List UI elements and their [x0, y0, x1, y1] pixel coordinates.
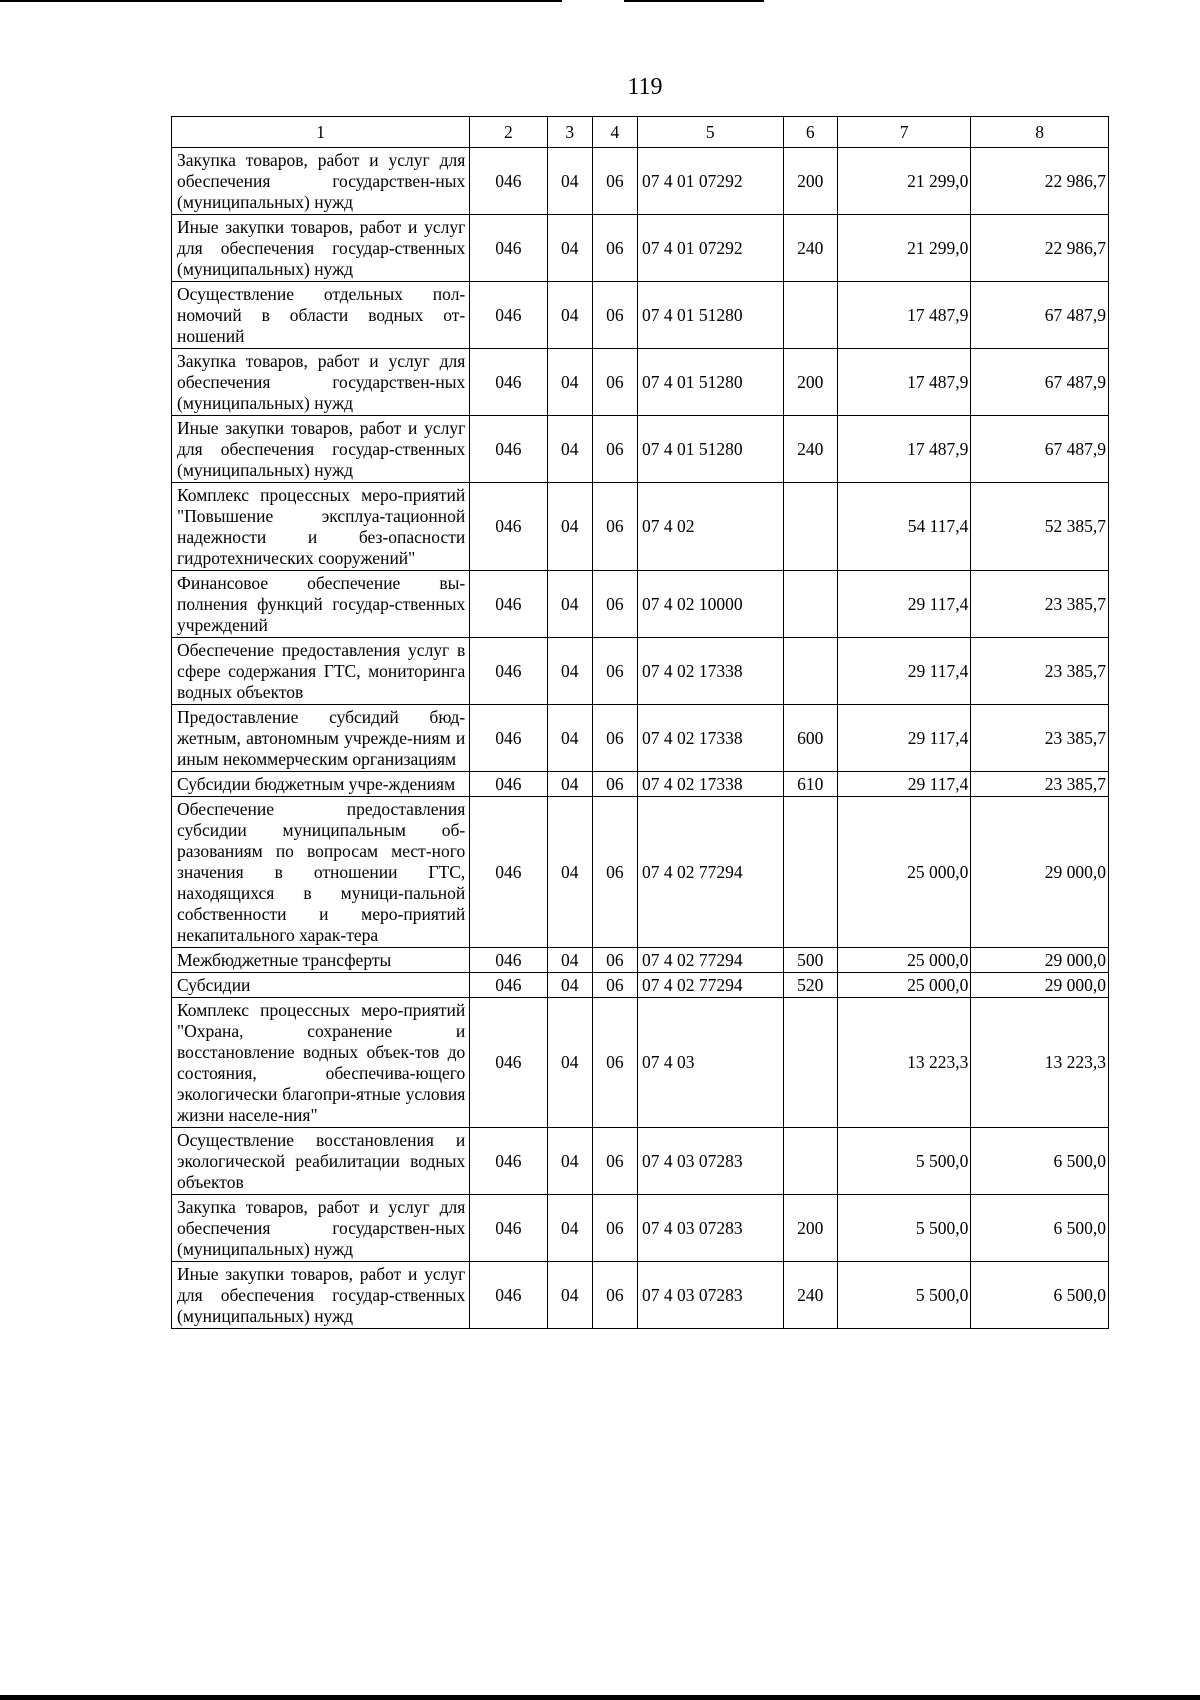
amount-year2-cell: 67 487,9 [971, 416, 1109, 483]
ministry-code-cell: 046 [470, 1128, 547, 1195]
subsection-code-cell: 06 [592, 282, 637, 349]
row-name-cell: Субсидии [172, 973, 470, 998]
top-edge-line-left [0, 0, 562, 2]
ministry-code-cell: 046 [470, 948, 547, 973]
ministry-code-cell: 046 [470, 349, 547, 416]
budget-table [171, 116, 1109, 1329]
row-name-cell: Закупка товаров, работ и услуг для обеспечения государствен-ных (муниципальных) нужд [172, 1195, 470, 1262]
amount-year2-cell: 67 487,9 [971, 349, 1109, 416]
amount-year1-cell: 17 487,9 [837, 349, 971, 416]
row-name-cell: Обеспечение предоставления услуг в сфере содержания ГТС, мониторинга водных объектов [172, 638, 470, 705]
row-name-cell: Комплекс процессных меро-приятий "Повышение эксплуа-тационной надежности и без-опасности гидротехнических сооружений" [172, 483, 470, 571]
table-row [172, 1195, 1109, 1262]
target-article-cell: 07 4 01 51280 [637, 349, 783, 416]
table-row [172, 1262, 1109, 1329]
section-code-cell: 04 [547, 215, 592, 282]
ministry-code-cell: 046 [470, 483, 547, 571]
target-article-cell: 07 4 03 07283 [637, 1262, 783, 1329]
row-name-cell: Закупка товаров, работ и услуг для обеспечения государствен-ных (муниципальных) нужд [172, 148, 470, 215]
table-row [172, 215, 1109, 282]
subsection-code-cell: 06 [592, 1195, 637, 1262]
amount-year1-cell: 21 299,0 [837, 148, 971, 215]
amount-year2-cell: 29 000,0 [971, 948, 1109, 973]
amount-year1-cell: 21 299,0 [837, 215, 971, 282]
section-code-cell: 04 [547, 571, 592, 638]
table-body [172, 148, 1109, 1329]
subsection-code-cell: 06 [592, 772, 637, 797]
ministry-code-cell: 046 [470, 215, 547, 282]
amount-year1-cell: 29 117,4 [837, 638, 971, 705]
amount-year2-cell: 52 385,7 [971, 483, 1109, 571]
section-code-cell: 04 [547, 638, 592, 705]
amount-year2-cell: 67 487,9 [971, 282, 1109, 349]
ministry-code-cell: 046 [470, 772, 547, 797]
target-article-cell: 07 4 01 51280 [637, 416, 783, 483]
ministry-code-cell: 046 [470, 282, 547, 349]
ministry-code-cell: 046 [470, 571, 547, 638]
target-article-cell: 07 4 02 77294 [637, 797, 783, 948]
amount-year2-cell: 6 500,0 [971, 1195, 1109, 1262]
expense-type-cell [783, 571, 837, 638]
row-name-cell: Субсидии бюджетным учре-ждениям [172, 772, 470, 797]
table-row [172, 998, 1109, 1128]
target-article-cell: 07 4 01 07292 [637, 148, 783, 215]
amount-year2-cell: 23 385,7 [971, 571, 1109, 638]
amount-year1-cell: 13 223,3 [837, 998, 971, 1128]
amount-year1-cell: 5 500,0 [837, 1128, 971, 1195]
table-row [172, 282, 1109, 349]
ministry-code-cell: 046 [470, 148, 547, 215]
table-row [172, 638, 1109, 705]
column-header: 8 [971, 117, 1109, 148]
expense-type-cell: 240 [783, 1262, 837, 1329]
target-article-cell: 07 4 02 [637, 483, 783, 571]
amount-year2-cell: 29 000,0 [971, 797, 1109, 948]
amount-year2-cell: 23 385,7 [971, 772, 1109, 797]
target-article-cell: 07 4 02 77294 [637, 948, 783, 973]
expense-type-cell: 610 [783, 772, 837, 797]
target-article-cell: 07 4 02 10000 [637, 571, 783, 638]
target-article-cell: 07 4 01 07292 [637, 215, 783, 282]
expense-type-cell: 240 [783, 416, 837, 483]
section-code-cell: 04 [547, 148, 592, 215]
amount-year2-cell: 22 986,7 [971, 215, 1109, 282]
amount-year2-cell: 22 986,7 [971, 148, 1109, 215]
ministry-code-cell: 046 [470, 1262, 547, 1329]
subsection-code-cell: 06 [592, 148, 637, 215]
section-code-cell: 04 [547, 772, 592, 797]
subsection-code-cell: 06 [592, 705, 637, 772]
amount-year2-cell: 13 223,3 [971, 998, 1109, 1128]
section-code-cell: 04 [547, 797, 592, 948]
ministry-code-cell: 046 [470, 416, 547, 483]
row-name-cell: Обеспечение предоставления субсидии муниципальным об-разованиям по вопросам мест-ного значения в отношении ГТС, находящихся в муници-пальной собственности и меро-приятий некапитального харак-тера [172, 797, 470, 948]
ministry-code-cell: 046 [470, 638, 547, 705]
row-name-cell: Закупка товаров, работ и услуг для обеспечения государствен-ных (муниципальных) нужд [172, 349, 470, 416]
target-article-cell: 07 4 02 77294 [637, 973, 783, 998]
section-code-cell: 04 [547, 948, 592, 973]
page-number: 119 [627, 74, 663, 100]
section-code-cell: 04 [547, 973, 592, 998]
table-row [172, 797, 1109, 948]
table-row [172, 349, 1109, 416]
row-name-cell: Предоставление субсидий бюд-жетным, автономным учрежде-ниям и иным некоммерческим организациям [172, 705, 470, 772]
row-name-cell: Комплекс процессных меро-приятий "Охрана, сохранение и восстановление водных объек-тов до состояния, обеспечива-ющего экологически благопри-ятные условия жизни населе-ния" [172, 998, 470, 1128]
ministry-code-cell: 046 [470, 998, 547, 1128]
amount-year1-cell: 5 500,0 [837, 1262, 971, 1329]
amount-year1-cell: 17 487,9 [837, 416, 971, 483]
column-header: 3 [547, 117, 592, 148]
subsection-code-cell: 06 [592, 948, 637, 973]
expense-type-cell [783, 998, 837, 1128]
ministry-code-cell: 046 [470, 797, 547, 948]
subsection-code-cell: 06 [592, 638, 637, 705]
amount-year1-cell: 17 487,9 [837, 282, 971, 349]
header-row [172, 117, 1109, 148]
top-edge-line-right [624, 0, 764, 2]
column-header: 1 [172, 117, 470, 148]
expense-type-cell: 520 [783, 973, 837, 998]
subsection-code-cell: 06 [592, 1128, 637, 1195]
column-header: 6 [783, 117, 837, 148]
expense-type-cell [783, 797, 837, 948]
subsection-code-cell: 06 [592, 973, 637, 998]
table-row [172, 416, 1109, 483]
table-row [172, 772, 1109, 797]
expense-type-cell: 600 [783, 705, 837, 772]
table-row [172, 1128, 1109, 1195]
amount-year1-cell: 25 000,0 [837, 973, 971, 998]
amount-year1-cell: 29 117,4 [837, 571, 971, 638]
table-row [172, 483, 1109, 571]
amount-year1-cell: 25 000,0 [837, 797, 971, 948]
table-row [172, 948, 1109, 973]
amount-year1-cell: 5 500,0 [837, 1195, 971, 1262]
expense-type-cell [783, 282, 837, 349]
target-article-cell: 07 4 02 17338 [637, 705, 783, 772]
ministry-code-cell: 046 [470, 1195, 547, 1262]
expense-type-cell: 200 [783, 1195, 837, 1262]
target-article-cell: 07 4 03 07283 [637, 1128, 783, 1195]
row-name-cell: Иные закупки товаров, работ и услуг для обеспечения государ-ственных (муниципальных) нужд [172, 215, 470, 282]
row-name-cell: Осуществление отдельных пол-номочий в области водных от-ношений [172, 282, 470, 349]
amount-year2-cell: 6 500,0 [971, 1262, 1109, 1329]
row-name-cell: Финансовое обеспечение вы-полнения функций государ-ственных учреждений [172, 571, 470, 638]
column-header: 2 [470, 117, 547, 148]
column-header: 4 [592, 117, 637, 148]
target-article-cell: 07 4 03 07283 [637, 1195, 783, 1262]
expense-type-cell: 200 [783, 349, 837, 416]
amount-year2-cell: 23 385,7 [971, 705, 1109, 772]
subsection-code-cell: 06 [592, 1262, 637, 1329]
expense-type-cell: 240 [783, 215, 837, 282]
subsection-code-cell: 06 [592, 416, 637, 483]
target-article-cell: 07 4 02 17338 [637, 638, 783, 705]
row-name-cell: Иные закупки товаров, работ и услуг для обеспечения государ-ственных (муниципальных) нужд [172, 1262, 470, 1329]
amount-year1-cell: 29 117,4 [837, 772, 971, 797]
section-code-cell: 04 [547, 282, 592, 349]
row-name-cell: Осуществление восстановления и экологической реабилитации водных объектов [172, 1128, 470, 1195]
amount-year2-cell: 29 000,0 [971, 973, 1109, 998]
amount-year1-cell: 29 117,4 [837, 705, 971, 772]
table-row [172, 705, 1109, 772]
subsection-code-cell: 06 [592, 797, 637, 948]
section-code-cell: 04 [547, 349, 592, 416]
ministry-code-cell: 046 [470, 705, 547, 772]
subsection-code-cell: 06 [592, 215, 637, 282]
table-row [172, 148, 1109, 215]
expense-type-cell [783, 638, 837, 705]
section-code-cell: 04 [547, 1195, 592, 1262]
section-code-cell: 04 [547, 1128, 592, 1195]
expense-type-cell [783, 1128, 837, 1195]
amount-year2-cell: 23 385,7 [971, 638, 1109, 705]
column-header: 5 [637, 117, 783, 148]
target-article-cell: 07 4 02 17338 [637, 772, 783, 797]
row-name-cell: Межбюджетные трансферты [172, 948, 470, 973]
section-code-cell: 04 [547, 1262, 592, 1329]
subsection-code-cell: 06 [592, 349, 637, 416]
table-row [172, 571, 1109, 638]
ministry-code-cell: 046 [470, 973, 547, 998]
expense-type-cell [783, 483, 837, 571]
target-article-cell: 07 4 03 [637, 998, 783, 1128]
target-article-cell: 07 4 01 51280 [637, 282, 783, 349]
section-code-cell: 04 [547, 998, 592, 1128]
section-code-cell: 04 [547, 705, 592, 772]
amount-year2-cell: 6 500,0 [971, 1128, 1109, 1195]
subsection-code-cell: 06 [592, 483, 637, 571]
expense-type-cell: 500 [783, 948, 837, 973]
section-code-cell: 04 [547, 416, 592, 483]
row-name-cell: Иные закупки товаров, работ и услуг для обеспечения государ-ственных (муниципальных) нужд [172, 416, 470, 483]
amount-year1-cell: 54 117,4 [837, 483, 971, 571]
expense-type-cell: 200 [783, 148, 837, 215]
subsection-code-cell: 06 [592, 998, 637, 1128]
amount-year1-cell: 25 000,0 [837, 948, 971, 973]
bottom-edge-line [0, 1695, 1200, 1700]
section-code-cell: 04 [547, 483, 592, 571]
subsection-code-cell: 06 [592, 571, 637, 638]
column-header: 7 [837, 117, 971, 148]
table-row [172, 973, 1109, 998]
